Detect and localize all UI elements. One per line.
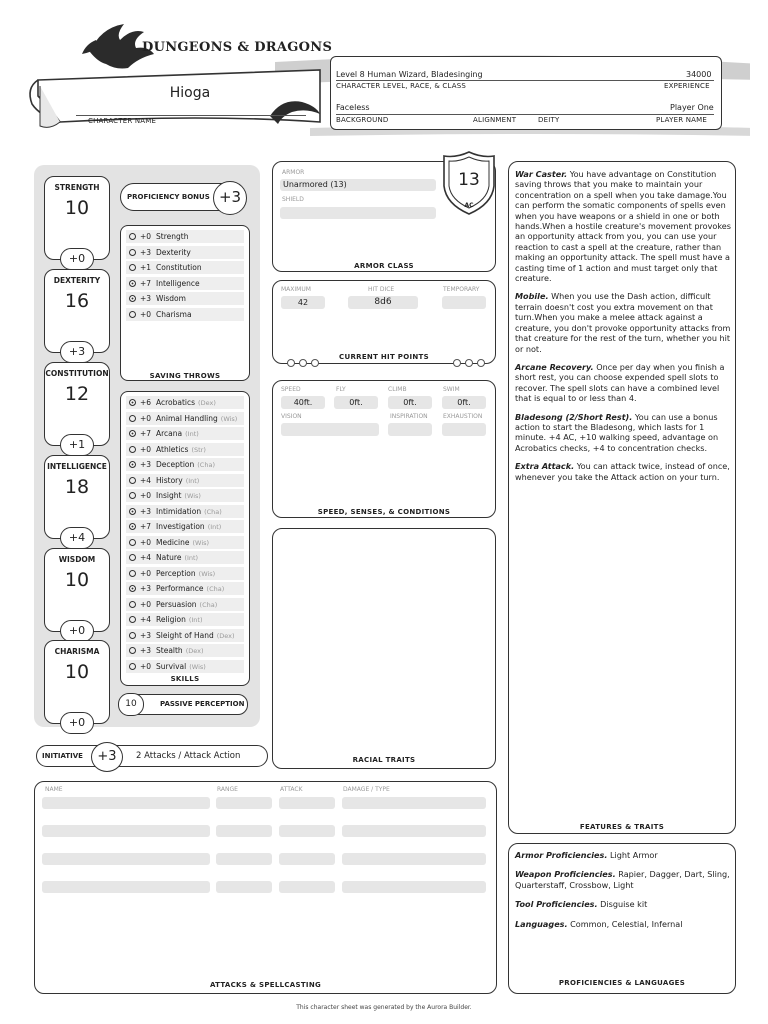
skill-row[interactable]	[126, 412, 244, 425]
skill-ability: (Dex)	[216, 631, 235, 640]
proficiency-circle-icon[interactable]	[129, 264, 136, 271]
proficiency-circle-icon[interactable]	[129, 249, 136, 256]
attack-field[interactable]	[216, 853, 272, 865]
skill-row[interactable]	[126, 613, 244, 626]
feature-text: Rapier, Dagger, Dart, Sling, Quarterstaff, Crossbow, Light	[515, 869, 730, 890]
skill-name: Investigation	[156, 522, 205, 531]
swim-label: SWIM	[443, 386, 460, 393]
proficiencies-languages-label: PROFICIENCIES & LANGUAGES	[558, 979, 686, 987]
deity-label: DEITY	[538, 116, 560, 124]
ac-label: AC	[464, 202, 474, 209]
skill-row[interactable]	[126, 567, 244, 580]
proficiency-circle-icon[interactable]	[129, 663, 136, 670]
attacks-spellcasting-label: ATTACKS & SPELLCASTING	[209, 981, 322, 989]
save-row[interactable]	[126, 261, 244, 274]
attack-field[interactable]	[42, 853, 210, 865]
skill-name: Stealth	[156, 646, 183, 655]
save-name: Charisma	[156, 309, 192, 319]
save-row[interactable]	[126, 292, 244, 305]
attack-field[interactable]	[42, 825, 210, 837]
fly-value[interactable]: 0ft.	[334, 396, 378, 409]
inspiration-field[interactable]	[388, 423, 432, 436]
dexterity-modifier: +3	[60, 341, 94, 363]
proficiency-circle-icon[interactable]	[129, 539, 136, 546]
skill-name: Sleight of Hand	[156, 630, 214, 640]
skill-name: Acrobatics	[156, 398, 196, 407]
save-name: Dexterity	[156, 247, 191, 257]
attack-field[interactable]	[279, 853, 335, 865]
initiative-note: 2 Attacks / Attack Action	[136, 751, 241, 761]
skill-modifier: +3	[140, 646, 152, 655]
skill-name: Insight	[156, 491, 182, 500]
proficiency-circle-icon[interactable]	[129, 446, 136, 453]
feature-entry	[515, 169, 731, 283]
attack-field[interactable]	[342, 797, 486, 809]
proficiency-circle-icon[interactable]	[129, 508, 136, 515]
vision-field[interactable]	[281, 423, 379, 436]
proficiency-circle-icon[interactable]	[129, 399, 136, 406]
skill-modifier: +0	[140, 568, 152, 578]
skill-ability: (Dex)	[198, 399, 216, 407]
proficiency-circle-icon[interactable]	[129, 295, 136, 302]
skill-ability: (Wis)	[192, 538, 210, 547]
feature-entry	[515, 850, 731, 860]
experience-value[interactable]: 34000	[686, 70, 712, 79]
skill-modifier: +3	[140, 630, 152, 640]
attack-field[interactable]	[279, 825, 335, 837]
feature-entry	[515, 919, 731, 929]
feature-title: Mobile.	[515, 291, 549, 302]
proficiency-circle-icon[interactable]	[129, 311, 136, 318]
charisma-modifier: +0	[60, 712, 94, 734]
skill-name: Nature	[156, 553, 182, 562]
speed-label: SPEED	[281, 386, 301, 393]
skill-ability: (Wis)	[220, 414, 238, 423]
armor-label: ARMOR	[282, 169, 305, 176]
proficiency-circle-icon[interactable]	[129, 477, 136, 484]
attack-field[interactable]	[42, 797, 210, 809]
hit-dice-label: HIT DICE	[368, 286, 395, 293]
skill-ability: (Int)	[207, 523, 222, 531]
attack-field[interactable]	[279, 881, 335, 893]
attack-field[interactable]	[216, 825, 272, 837]
skill-row[interactable]	[126, 489, 244, 502]
skill-modifier: +0	[140, 444, 152, 454]
dexterity-score[interactable]: 16	[64, 290, 90, 312]
skill-name: Performance	[156, 584, 204, 593]
skill-ability: (Str)	[191, 445, 206, 454]
proficiency-circle-icon[interactable]	[129, 585, 136, 592]
proficiency-circle-icon[interactable]	[129, 461, 136, 468]
attack-name-label: NAME	[45, 786, 63, 793]
skill-modifier: +3	[140, 584, 152, 593]
save-row[interactable]	[126, 308, 244, 321]
attack-field[interactable]	[42, 881, 210, 893]
logo-text: DUNGEONS & DRAGONS	[142, 40, 333, 55]
background-value[interactable]: Faceless	[336, 103, 370, 112]
feature-text: You can attack twice, instead of once, whenever you take the Attack action on your turn.	[515, 461, 730, 482]
feature-title: Tool Proficiencies.	[515, 899, 598, 910]
skill-modifier: +3	[140, 460, 152, 469]
saving-throws-label: SAVING THROWS	[149, 372, 221, 380]
character-name[interactable]: Hioga	[169, 85, 211, 101]
skill-modifier: +3	[140, 506, 152, 516]
skill-modifier: +0	[140, 491, 152, 500]
initiative-label: INITIATIVE	[42, 752, 83, 760]
skill-name: Arcana	[156, 429, 183, 438]
proficiency-bonus-value: +3	[213, 181, 247, 215]
skill-row[interactable]	[126, 551, 244, 564]
feature-entry	[515, 362, 731, 404]
proficiency-circle-icon[interactable]	[129, 601, 136, 608]
strength-score[interactable]: 10	[64, 197, 90, 219]
save-row[interactable]	[126, 246, 244, 259]
save-name: Strength	[156, 232, 189, 241]
swim-value[interactable]: 0ft.	[442, 396, 486, 409]
skill-name: Perception	[156, 568, 196, 578]
skill-row[interactable]	[126, 458, 244, 471]
skill-ability: (Cha)	[199, 600, 218, 609]
attack-field[interactable]	[216, 797, 272, 809]
feature-title: Arcane Recovery.	[515, 361, 594, 372]
speed-senses-label: SPEED, SENSES, & CONDITIONS	[317, 508, 451, 516]
skill-name: Medicine	[156, 537, 190, 547]
skill-ability: (Dex)	[185, 647, 204, 655]
feature-title: Languages.	[515, 918, 568, 929]
skill-modifier: +0	[140, 661, 152, 671]
armor-value[interactable]: Unarmored (13)	[280, 179, 436, 191]
proficiency-circle-icon[interactable]	[129, 280, 136, 287]
skill-ability: (Int)	[188, 616, 203, 624]
skill-name: Intimidation	[156, 506, 202, 516]
feature-entry	[515, 461, 731, 482]
save-modifier: +0	[140, 309, 152, 319]
skill-name: Religion	[156, 615, 186, 624]
skill-name: History	[156, 475, 183, 485]
save-modifier: +3	[140, 294, 152, 303]
player-name-label: PLAYER NAME	[656, 116, 708, 124]
feature-title: Bladesong (2/Short Rest).	[515, 411, 633, 422]
attack-range-label: RANGE	[217, 786, 238, 793]
skill-ability: (Int)	[185, 476, 200, 485]
inspiration-label: INSPIRATION	[390, 413, 428, 420]
skill-ability: (Cha)	[197, 461, 215, 469]
current-hit-points-label: CURRENT HIT POINTS	[339, 353, 429, 361]
ability-constitution: CONSTITUTION 12 +1	[44, 362, 110, 446]
skill-name: Persuasion	[156, 599, 197, 609]
climb-value[interactable]: 0ft.	[388, 396, 432, 409]
save-name: Intelligence	[156, 278, 200, 288]
ac-value: 13	[458, 170, 480, 190]
features-list	[515, 169, 731, 490]
ability-strength: STRENGTH 10 +0	[44, 176, 110, 260]
player-name-value[interactable]: Player One	[670, 103, 714, 112]
skill-row[interactable]	[126, 629, 244, 642]
initiative-value: +3	[91, 742, 123, 772]
shield-label: SHIELD	[282, 196, 304, 203]
feature-text: Light Armor	[607, 850, 658, 860]
attack-field[interactable]	[342, 853, 486, 865]
feature-title: Armor Proficiencies.	[515, 850, 608, 860]
save-modifier: +1	[140, 263, 152, 272]
speed-value[interactable]: 40ft.	[281, 396, 325, 409]
skill-row[interactable]	[126, 427, 244, 440]
skill-row[interactable]	[126, 582, 244, 595]
hp-max-value[interactable]: 42	[281, 296, 325, 309]
character-name-label: CHARACTER NAME	[88, 117, 157, 125]
skill-modifier: +7	[140, 522, 152, 531]
proficiency-bonus-label: PROFICIENCY BONUS	[127, 193, 210, 201]
class-level-label: CHARACTER LEVEL, RACE, & CLASS	[336, 82, 467, 90]
shield-field[interactable]	[280, 207, 436, 219]
proficiency-circle-icon[interactable]	[129, 523, 136, 530]
feature-text: You have advantage on Constitution saving throws that you make to maintain your concentration on a spell when you take damage.You can perform the somatic components of spells even when you have weapons or a shield in one or both hands.When a hostile creature's movement provokes an opportunity attack from you, you can use your reaction to cast a spell at the creature, rather than making an opportunity attack. The spell must have a casting time of 1 action and must target only that creature.	[515, 169, 731, 284]
proficiency-circle-icon[interactable]	[129, 647, 136, 654]
feature-text: When you use the Dash action, difficult terrain doesn't cost you extra movement on that turn.When you make a melee attack against a creature, you don't provoke opportunity attacks from that creature for the rest of the turn, whether you hit or not.	[515, 291, 731, 354]
ability-dexterity: DEXTERITY 16 +3	[44, 269, 110, 353]
skill-ability: (Wis)	[184, 492, 201, 500]
skill-ability: (Wis)	[198, 569, 216, 578]
attack-field[interactable]	[342, 881, 486, 893]
armor-class-label: ARMOR CLASS	[354, 262, 414, 270]
class-level-value[interactable]: Level 8 Human Wizard, Bladesinging	[336, 70, 483, 79]
skill-ability: (Cha)	[206, 585, 225, 593]
hp-temp-label: TEMPORARY	[443, 286, 480, 293]
skill-modifier: +7	[140, 429, 152, 438]
save-modifier: +7	[140, 278, 152, 288]
feature-text: Disguise kit	[597, 899, 648, 910]
save-row[interactable]	[126, 277, 244, 290]
racial-traits-box	[272, 528, 496, 769]
skill-row[interactable]	[126, 644, 244, 657]
save-modifier: +0	[140, 232, 152, 241]
skill-modifier: +0	[140, 413, 152, 423]
wisdom-score[interactable]: 10	[64, 569, 90, 591]
skill-modifier: +0	[140, 599, 152, 609]
proficiency-circle-icon[interactable]	[129, 492, 136, 499]
feature-entry	[515, 412, 731, 454]
feature-title: War Caster.	[515, 169, 568, 179]
skill-ability: (Int)	[185, 430, 199, 438]
skills-label: SKILLS	[170, 675, 200, 683]
features-traits-label: FEATURES & TRAITS	[579, 823, 665, 831]
intelligence-modifier: +4	[60, 527, 94, 549]
passive-perception-value: 10	[118, 693, 144, 716]
hp-max-label: MAXIMUM	[281, 286, 311, 293]
skill-modifier: +4	[140, 553, 152, 562]
attack-field[interactable]	[216, 881, 272, 893]
skill-row[interactable]	[126, 396, 244, 409]
proficiency-circle-icon[interactable]	[129, 570, 136, 577]
climb-label: CLIMB	[388, 386, 407, 393]
ability-wisdom: WISDOM 10 +0	[44, 548, 110, 632]
skill-row[interactable]	[126, 443, 244, 456]
constitution-modifier: +1	[60, 434, 94, 456]
skill-ability: (Int)	[184, 554, 199, 562]
vision-label: VISION	[281, 413, 302, 420]
proficiencies-list	[515, 850, 731, 938]
skill-row[interactable]	[126, 474, 244, 487]
fly-label: FLY	[336, 386, 346, 393]
save-modifier: +3	[140, 247, 152, 257]
skill-name: Survival	[156, 661, 187, 671]
skill-row[interactable]	[126, 598, 244, 611]
save-name: Constitution	[156, 263, 202, 272]
ability-charisma: CHARISMA 10 +0	[44, 640, 110, 724]
attack-bonus-label: ATTACK	[280, 786, 303, 793]
feature-entry	[515, 899, 731, 909]
footer-credit: This character sheet was generated by the Aurora Builder.	[296, 1004, 472, 1011]
proficiency-circle-icon[interactable]	[129, 554, 136, 561]
skill-row[interactable]	[126, 520, 244, 533]
proficiency-circle-icon[interactable]	[129, 415, 136, 422]
feature-entry	[515, 869, 731, 890]
skill-name: Deception	[156, 460, 195, 469]
skill-row[interactable]	[126, 536, 244, 549]
proficiency-circle-icon[interactable]	[129, 430, 136, 437]
attack-damage-label: DAMAGE / TYPE	[343, 786, 390, 793]
save-name: Wisdom	[156, 294, 186, 303]
feature-title: Extra Attack.	[515, 461, 575, 472]
skill-row[interactable]	[126, 505, 244, 518]
hit-dice-value[interactable]: 8d6	[348, 296, 418, 309]
skill-row[interactable]	[126, 660, 244, 673]
attack-field[interactable]	[342, 825, 486, 837]
attack-field[interactable]	[279, 797, 335, 809]
skill-ability: (Cha)	[204, 507, 222, 516]
feature-entry	[515, 291, 731, 353]
passive-perception-label: PASSIVE PERCEPTION	[160, 700, 245, 708]
skill-modifier: +6	[140, 398, 152, 407]
hp-temp-field[interactable]	[442, 296, 486, 309]
alignment-label: ALIGNMENT	[473, 116, 517, 124]
feature-text: You can use a bonus action to start the Bladesong, which lasts for 1 minute. +4 AC, +10 walking speed, advantage on Acrobatics checks, +4 to concentration checks.	[515, 411, 719, 453]
feature-title: Weapon Proficiencies.	[515, 869, 616, 880]
wisdom-modifier: +0	[60, 620, 94, 642]
feature-text: Common, Celestial, Infernal	[567, 918, 683, 929]
proficiency-circle-icon[interactable]	[129, 233, 136, 240]
skill-modifier: +4	[140, 615, 152, 624]
intelligence-score[interactable]: 18	[64, 476, 90, 498]
constitution-score[interactable]: 12	[64, 383, 90, 405]
racial-traits-label: RACIAL TRAITS	[352, 756, 416, 764]
proficiency-circle-icon[interactable]	[129, 632, 136, 639]
exhaustion-field[interactable]	[442, 423, 486, 436]
background-label: BACKGROUND	[336, 116, 389, 124]
ability-intelligence: INTELLIGENCE 18 +4	[44, 455, 110, 539]
skill-name: Athletics	[156, 444, 189, 454]
charisma-score[interactable]: 10	[64, 661, 90, 683]
strength-modifier: +0	[60, 248, 94, 270]
exhaustion-label: EXHAUSTION	[443, 413, 483, 420]
skill-modifier: +0	[140, 537, 152, 547]
save-row[interactable]	[126, 230, 244, 243]
skill-name: Animal Handling	[156, 413, 218, 423]
skill-modifier: +4	[140, 475, 152, 485]
experience-label: EXPERIENCE	[664, 82, 710, 90]
proficiency-circle-icon[interactable]	[129, 616, 136, 623]
feature-text: Once per day when you finish a short rest, you can choose expended spell slots to recover. The spell slots can have a combined level that is equal to or less than 4.	[515, 361, 725, 404]
skill-ability: (Wis)	[189, 662, 206, 671]
